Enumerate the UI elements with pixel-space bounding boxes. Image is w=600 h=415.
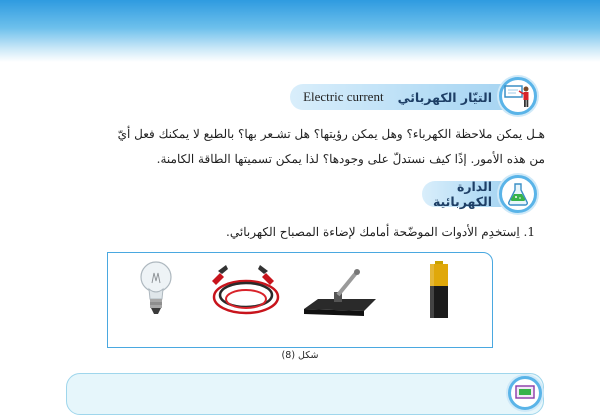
section-title-arabic: التيّار الكهربائي (397, 89, 492, 105)
paragraph-line: هـل يمكن ملاحظة الكهرباء؟ وهل يمكن رؤيتها؟ هل تشـعر بها؟ بالطبع لا يمكنك فعل أيّ (117, 127, 545, 141)
paragraph-line: من هذه الأمور. إذًا كيف نستدلّ على وجودها؟ لذا يمكن تسميتها الطاقة الكامنة. (156, 152, 545, 166)
battery-icon (394, 259, 484, 321)
section-heading-electric-circuit (422, 181, 504, 207)
tool-copper-wires (200, 259, 290, 325)
teacher-board-icon (499, 77, 537, 115)
section-title-arabic: الدارة الكهربائية (432, 179, 492, 209)
jumper-cables-icon (200, 259, 290, 321)
light-bulb-icon (112, 259, 202, 321)
section-heading-electric-current (290, 84, 504, 110)
screen-icon (508, 376, 542, 410)
top-banner (0, 0, 600, 62)
flask-icon (499, 175, 537, 213)
knife-switch-icon (294, 259, 384, 321)
tool-light-bulb (112, 259, 202, 325)
tools-figure-box (107, 252, 493, 348)
activity-step-1: 1. اِستخدِم الأدوات الموضّحة أمامك لإضاءة المصباح الكهربائي. (226, 225, 535, 239)
intro-paragraph (40, 122, 545, 172)
figure-caption: شكل (8) (281, 350, 319, 361)
tool-dry-cell (394, 259, 484, 325)
activity-box (66, 373, 544, 415)
tool-switch (294, 259, 384, 325)
section-title-english: Electric current (303, 89, 384, 104)
